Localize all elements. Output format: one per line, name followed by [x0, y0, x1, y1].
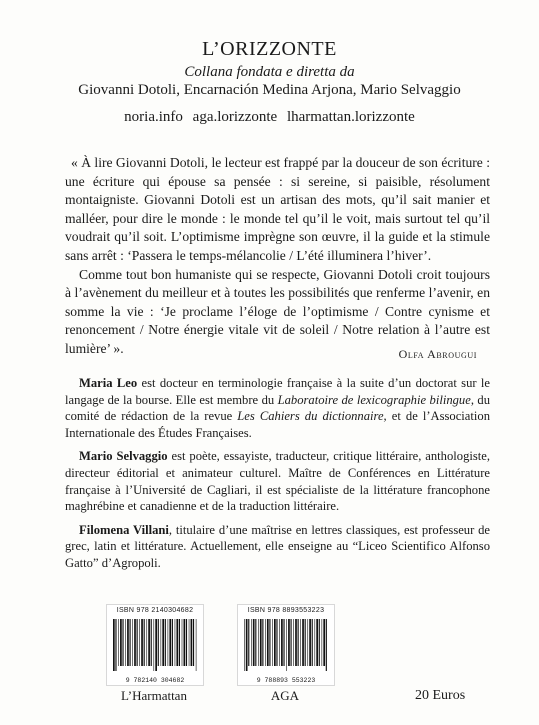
- quote-paragraph: Comme tout bon humaniste qui se respecte, Giovanni Dotoli croit toujours à l’avènement du meilleur et à toutes les possibilités que renferme l’avenir, en somme la vie : ‘Je proclame l’éloge de l’optimisme / Contre cynisme et renoncement / Notre énergie vitale vit de soleil / Notre relation à l’autre est lumière’ ».: [65, 266, 490, 356]
- barcode-bar: [118, 619, 119, 666]
- barcode-bar: [162, 619, 164, 666]
- barcode-bar: [300, 619, 301, 666]
- barcode-bar: [295, 619, 297, 666]
- barcode-bar: [122, 619, 123, 666]
- barcode-bar: [132, 619, 133, 666]
- bio-name: Mario Selvaggio: [79, 449, 168, 464]
- author-bios: [65, 375, 490, 579]
- barcode-bar: [193, 619, 194, 666]
- barcode-bar: [130, 619, 131, 666]
- barcode-bar: [291, 619, 292, 666]
- bio-maria-leo: Maria Leo est docteur en terminologie française à la suite d’un doctorat sur le langage de la bourse. Elle est membre du Laboratoire de lexicographie bilingue, du comité de rédaction de la revue Les Cahiers du dictionnaire, et de l’Association Internationale des Études Françaises.: [65, 376, 491, 440]
- barcode-bar: [262, 619, 263, 666]
- barcode-bar: [302, 619, 304, 666]
- quote-paragraph: « À lire Giovanni Dotoli, le lecteur est frappé par la douceur de son écriture : une écriture qui épouse sa pensée : si sereine, si paisible, résolument montaigniste. Giovanni Dotoli est un artisan des mots, qu’il sait manier et malléer, pour dire le monde : le monde tel qu’il le voit, mais surtout tel qu’il voudrait qu’il soit. L’optimisme imprègne son œuvre, il la guide et la stimule sans arrêt : ‘Passera le temps-mélancolie / L’été illuminera l’hiver’.: [65, 155, 490, 263]
- publisher-harmattan: L’Harmattan: [121, 688, 187, 703]
- barcode-bars: [244, 619, 328, 671]
- barcode-bar: [267, 619, 269, 666]
- bio-filomena-villani: Filomena Villani, titulaire d’une maîtrise en lettres classiques, est professeur de grec, latin et littérature. Actuellement, elle enseigne au “Liceo Scientifico Alfonso Gatto” d’Agropoli.: [65, 522, 490, 570]
- barcode-bar: [315, 619, 316, 666]
- barcode-bar: [316, 619, 318, 666]
- barcode-bar: [323, 619, 325, 666]
- barcode-bar: [139, 619, 140, 666]
- barcode-bar: [184, 619, 186, 666]
- barcode-bar: [168, 619, 169, 666]
- barcode-bar: [115, 619, 116, 671]
- barcode-bar: [144, 619, 145, 666]
- barcode-bar: [189, 619, 190, 666]
- publisher-aga: AGA: [270, 688, 300, 703]
- barcode-bar: [312, 619, 313, 666]
- website-harmattan[interactable]: lharmattan.lorizzonte: [286, 109, 415, 125]
- barcode-digits: 9 782140 304682: [125, 677, 185, 684]
- barcode-bar: [179, 619, 180, 666]
- barcode-bar: [134, 619, 136, 666]
- bio-name: Filomena Villani: [79, 522, 169, 537]
- price: 20 Euros: [415, 688, 466, 703]
- barcode-aga: [237, 604, 335, 686]
- blurb-quote: [65, 154, 490, 359]
- barcode-bar: [169, 619, 171, 666]
- barcode-bar: [293, 619, 294, 666]
- barcode-bar: [319, 619, 320, 666]
- barcode-bar: [305, 619, 306, 666]
- barcode-bar: [186, 619, 187, 666]
- websites: [0, 109, 539, 126]
- barcode-bar: [288, 619, 290, 666]
- barcode-bar: [307, 619, 308, 666]
- barcode-bar: [113, 619, 115, 671]
- barcode-harmattan: [106, 604, 204, 686]
- isbn-label: ISBN 978 8893553223: [247, 607, 325, 614]
- barcode-bar: [322, 619, 323, 666]
- barcode-bar: [148, 619, 150, 666]
- barcode-bar: [151, 619, 152, 666]
- barcode-bar: [146, 619, 147, 666]
- barcode-bar: [251, 619, 252, 666]
- barcode-bar: [182, 619, 183, 666]
- isbn-label: ISBN 978 2140304682: [116, 607, 194, 614]
- barcode-bar: [155, 619, 157, 671]
- barcode-bar: [272, 619, 273, 666]
- barcode-bar: [281, 619, 283, 666]
- barcode-bar: [161, 619, 162, 666]
- barcode-bar: [141, 619, 143, 666]
- barcode-bar: [154, 619, 155, 671]
- barcode-bar: [286, 619, 287, 671]
- barcode-bar: [255, 619, 256, 666]
- series-directors: Giovanni Dotoli, Encarnación Medina Arjona, Mario Selvaggio: [78, 82, 461, 98]
- barcode-bar: [196, 619, 197, 671]
- barcode-bar: [127, 619, 129, 666]
- barcode-bars: [113, 619, 197, 671]
- barcode-bar: [253, 619, 255, 666]
- bio-mario-selvaggio: Mario Selvaggio est poète, essayiste, traducteur, critique littéraire, anthologiste, directeur éditorial et animateur culturel. Maître de Conférences en Littérature française à l’Université de Cagliari, il est spécialiste de la littérature francophone maghrébine et canadienne et de la traduction littéraire.: [65, 449, 491, 514]
- barcode-bar: [120, 619, 122, 666]
- barcode-bar: [248, 619, 249, 666]
- barcode-bar: [258, 619, 259, 666]
- barcode-bar: [298, 619, 299, 666]
- barcode-bar: [191, 619, 193, 666]
- barcode-bar: [283, 619, 284, 666]
- barcode-bar: [274, 619, 276, 666]
- barcode-digits: 9 788893 553223: [256, 677, 316, 684]
- series-title: L’ORIZZONTE: [202, 38, 337, 60]
- barcode-bar: [175, 619, 176, 666]
- barcode-bar: [269, 619, 270, 666]
- quote-signature: Olfa Abrougui: [398, 347, 477, 361]
- series-subtitle: Collana fondata e diretta da: [184, 64, 355, 80]
- barcode-bar: [158, 619, 159, 666]
- barcode-bar: [165, 619, 166, 666]
- barcode-bar: [326, 619, 327, 671]
- barcode-bar: [265, 619, 266, 666]
- website-aga[interactable]: aga.lorizzonte: [192, 109, 278, 125]
- bio-name: Maria Leo: [79, 376, 138, 390]
- barcode-bar: [260, 619, 262, 666]
- barcode-bar: [246, 619, 248, 671]
- website-noria[interactable]: noria.info: [124, 109, 183, 125]
- barcode-bar: [309, 619, 311, 666]
- barcode-bar: [176, 619, 178, 666]
- barcode-bar: [244, 619, 245, 671]
- barcode-bar: [279, 619, 280, 666]
- barcode-bar: [125, 619, 126, 666]
- barcode-bar: [137, 619, 138, 666]
- barcode-bar: [172, 619, 173, 666]
- barcode-bar: [276, 619, 277, 666]
